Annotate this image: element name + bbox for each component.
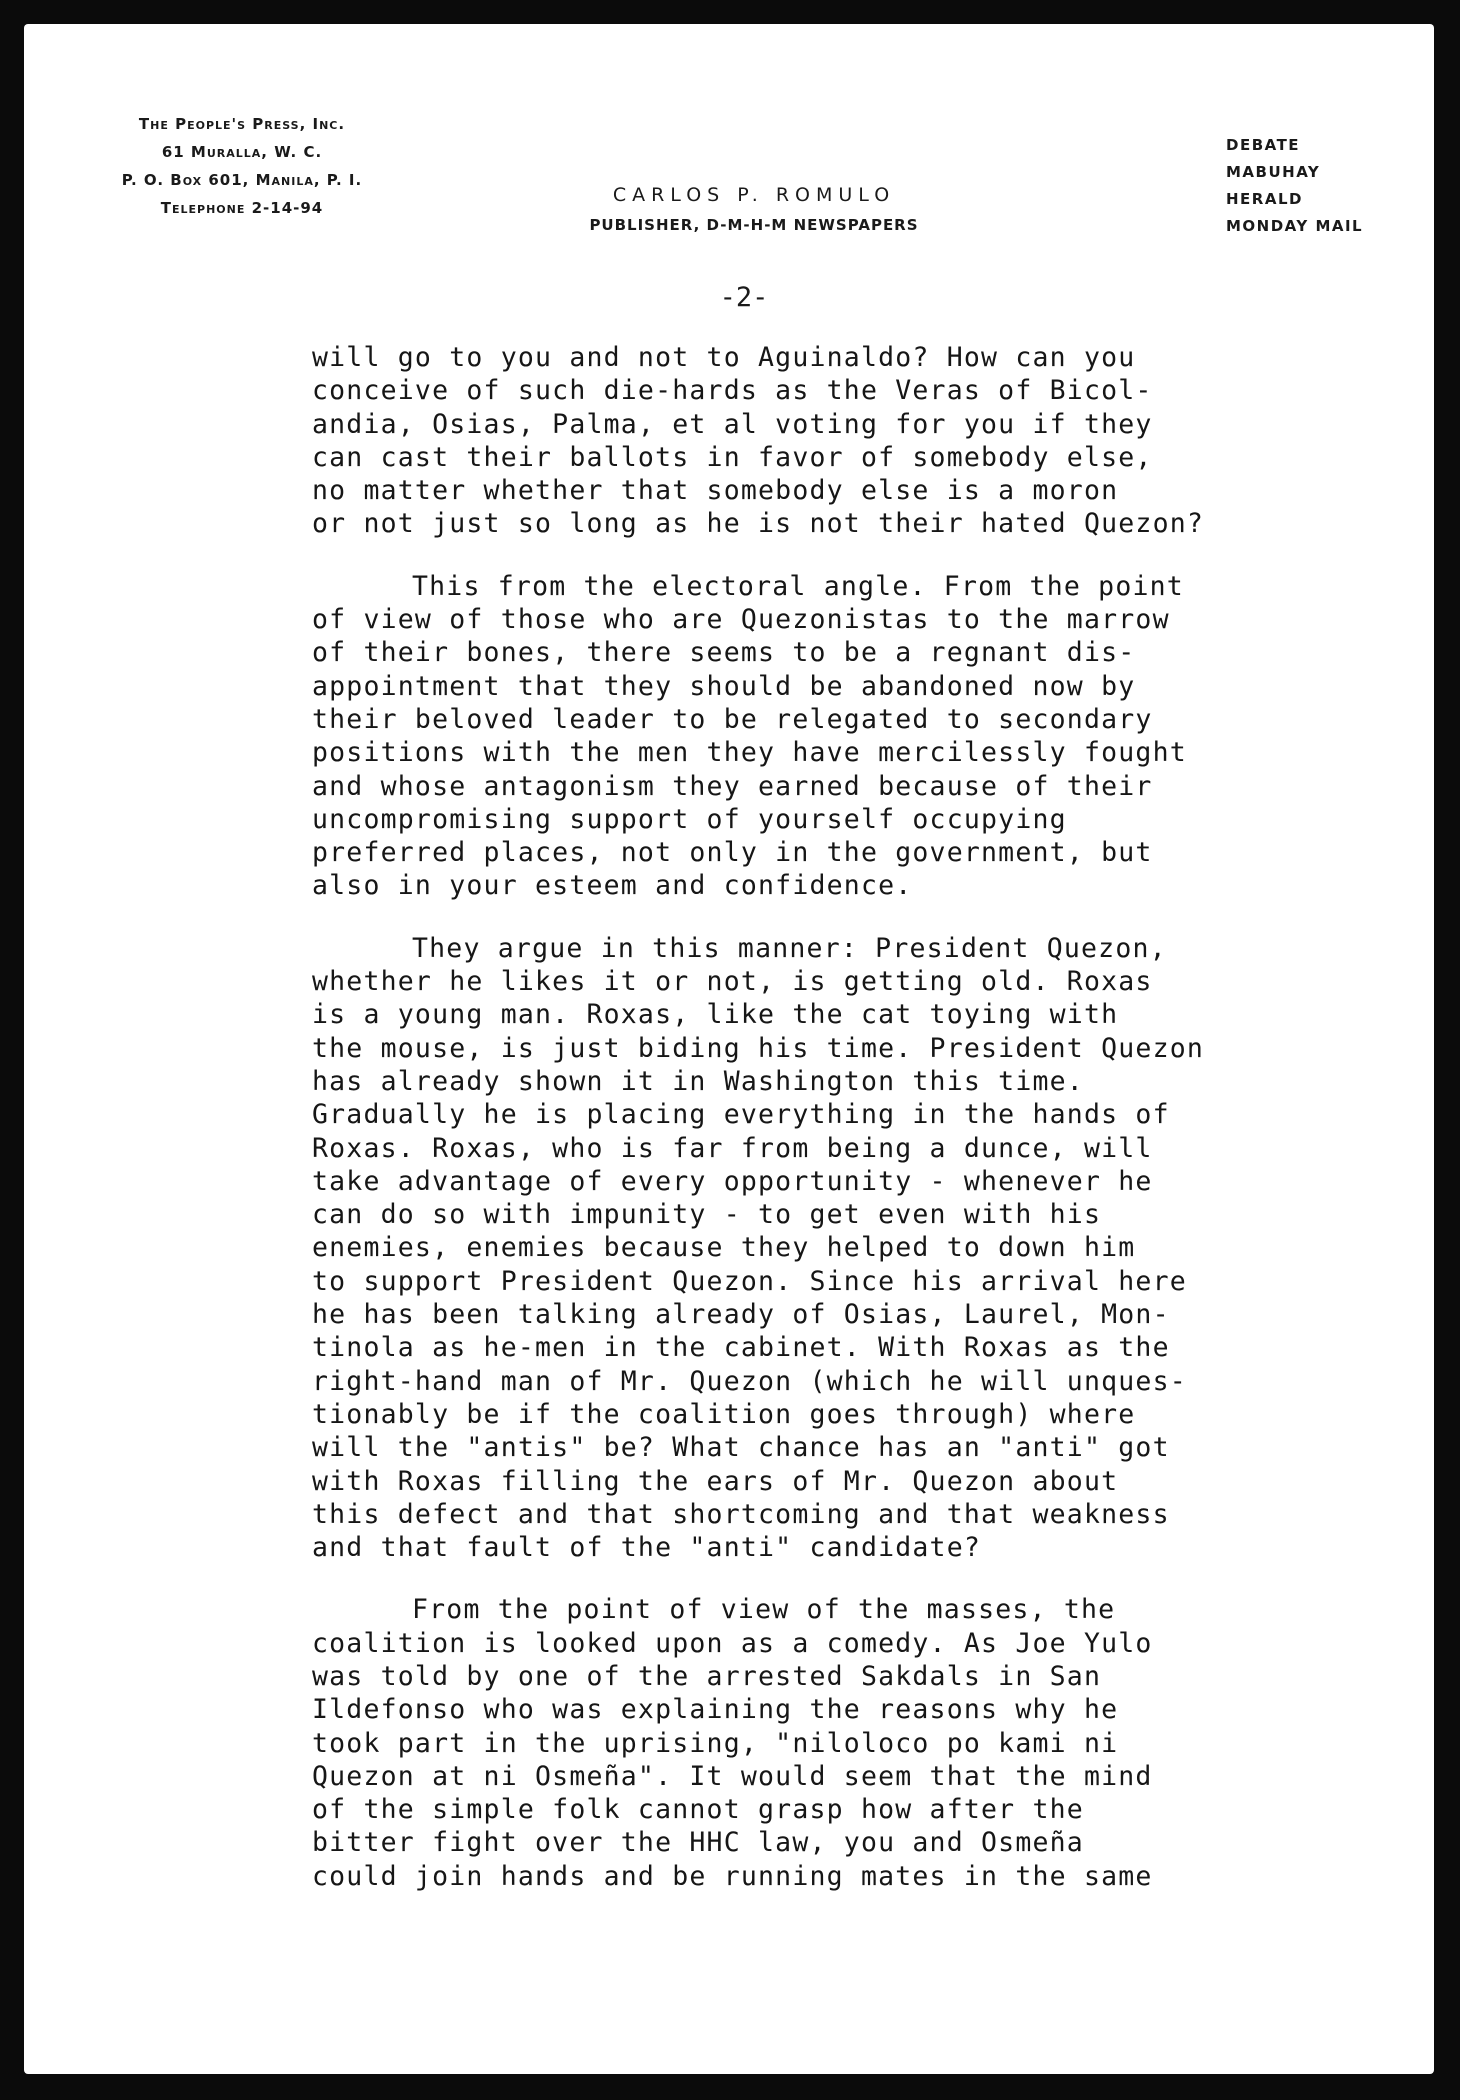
paragraph	[312, 570, 1372, 903]
text-line: Gradually he is placing everything in the hands of	[312, 1099, 1170, 1131]
newspaper-name: MABUHAY	[1226, 163, 1321, 181]
letterhead-newspapers-block	[1226, 132, 1426, 240]
text-line: enemies, enemies because they helped to down him	[312, 1232, 1136, 1264]
text-line: positions with the men they have mercilessly fought	[312, 737, 1187, 769]
newspaper-name: HERALD	[1226, 190, 1303, 208]
text-line: will go to you and not to Aguinaldo? How can you	[312, 342, 1136, 373]
text-line: could join hands and be running mates in the same	[312, 1860, 1153, 1892]
text-line: can cast their ballots in favor of somebody else,	[312, 441, 1153, 473]
publisher-name: CARLOS P. ROMULO	[612, 184, 896, 206]
publisher-title: PUBLISHER, D-M-H-M NEWSPAPERS	[589, 216, 919, 234]
company-po-box: P. O. Box 601, Manila, P. I.	[121, 171, 363, 189]
letter-body	[312, 341, 1372, 1922]
text-line: of the simple folk cannot grasp how after the	[312, 1794, 1084, 1826]
company-name: The People's Press, Inc.	[138, 115, 346, 133]
text-line: Ildefonso who was explaining the reasons why he	[312, 1694, 1119, 1726]
text-line: of view of those who are Quezonistas to the marrow	[312, 604, 1170, 636]
text-line: This from the electoral angle. From the point	[412, 570, 1184, 602]
text-line: the mouse, is just biding his time. President Quezon	[312, 1032, 1205, 1064]
text-line: From the point of view of the masses, the	[412, 1594, 1116, 1626]
text-line: andia, Osias, Palma, et al voting for you if they	[312, 408, 1153, 440]
text-line: coalition is looked upon as a comedy. As Joe Yulo	[312, 1627, 1153, 1659]
text-line: is a young man. Roxas, like the cat toying with	[312, 999, 1119, 1031]
text-line: uncompromising support of yourself occupying	[312, 803, 1067, 835]
text-line: whether he likes it or not, is getting old. Roxas	[312, 966, 1153, 998]
text-line: preferred places, not only in the government, but	[312, 837, 1153, 869]
text-line: conceive of such die-hards as the Veras of Bicol-	[312, 375, 1153, 407]
page-number: -2-	[719, 282, 769, 313]
text-line: will the "antis" be? What chance has an "anti" got	[312, 1432, 1170, 1464]
text-line: of their bones, there seems to be a regnant dis-	[312, 637, 1136, 669]
text-line: this defect and that shortcoming and that weakness	[312, 1498, 1170, 1530]
text-line: with Roxas filling the ears of Mr. Quezon about	[312, 1465, 1119, 1497]
text-line: Quezon at ni Osmeña". It would seem that the mind	[312, 1760, 1153, 1792]
text-line: tionably be if the coalition goes through) where	[312, 1398, 1136, 1430]
text-line: appointment that they should be abandoned now by	[312, 670, 1136, 702]
text-line: also in your esteem and confidence.	[312, 870, 913, 902]
company-telephone: Telephone 2-14-94	[160, 199, 324, 217]
paragraph	[312, 932, 1372, 1565]
text-line: and whose antagonism they earned because of their	[312, 770, 1153, 802]
letterhead-company-block	[82, 110, 402, 222]
text-line: Roxas. Roxas, who is far from being a dunce, will	[312, 1132, 1153, 1164]
newspaper-name: MONDAY MAIL	[1226, 217, 1364, 235]
text-line: tinola as he-men in the cabinet. With Roxas as the	[312, 1332, 1170, 1364]
text-line: to support President Quezon. Since his arrival here	[312, 1265, 1187, 1297]
letterhead-publisher-block	[504, 180, 1004, 240]
paragraph	[312, 1593, 1372, 1893]
text-line: can do so with impunity - to get even with his	[312, 1199, 1102, 1231]
text-line: no matter whether that somebody else is a moron	[312, 475, 1119, 507]
letter-page	[24, 24, 1434, 2074]
text-line: take advantage of every opportunity - whenever he	[312, 1165, 1153, 1197]
company-address: 61 Muralla, W. C.	[161, 143, 323, 161]
text-line: or not just so long as he is not their hated Quezon?	[312, 508, 1205, 540]
text-line: their beloved leader to be relegated to secondary	[312, 703, 1153, 735]
text-line: took part in the uprising, "niloloco po kami ni	[312, 1727, 1119, 1759]
text-line: he has been talking already of Osias, Laurel, Mon-	[312, 1299, 1170, 1331]
text-line: has already shown it in Washington this time.	[312, 1065, 1084, 1097]
text-line: right-hand man of Mr. Quezon (which he will unques-	[312, 1365, 1187, 1397]
text-line: They argue in this manner: President Quezon,	[412, 932, 1167, 964]
text-line: was told by one of the arrested Sakdals in San	[312, 1660, 1102, 1692]
paragraph	[312, 341, 1372, 541]
text-line: and that fault of the "anti" candidate?	[312, 1532, 982, 1564]
text-line: bitter fight over the HHC law, you and Osmeña	[312, 1827, 1084, 1859]
newspaper-name: DEBATE	[1226, 136, 1301, 154]
